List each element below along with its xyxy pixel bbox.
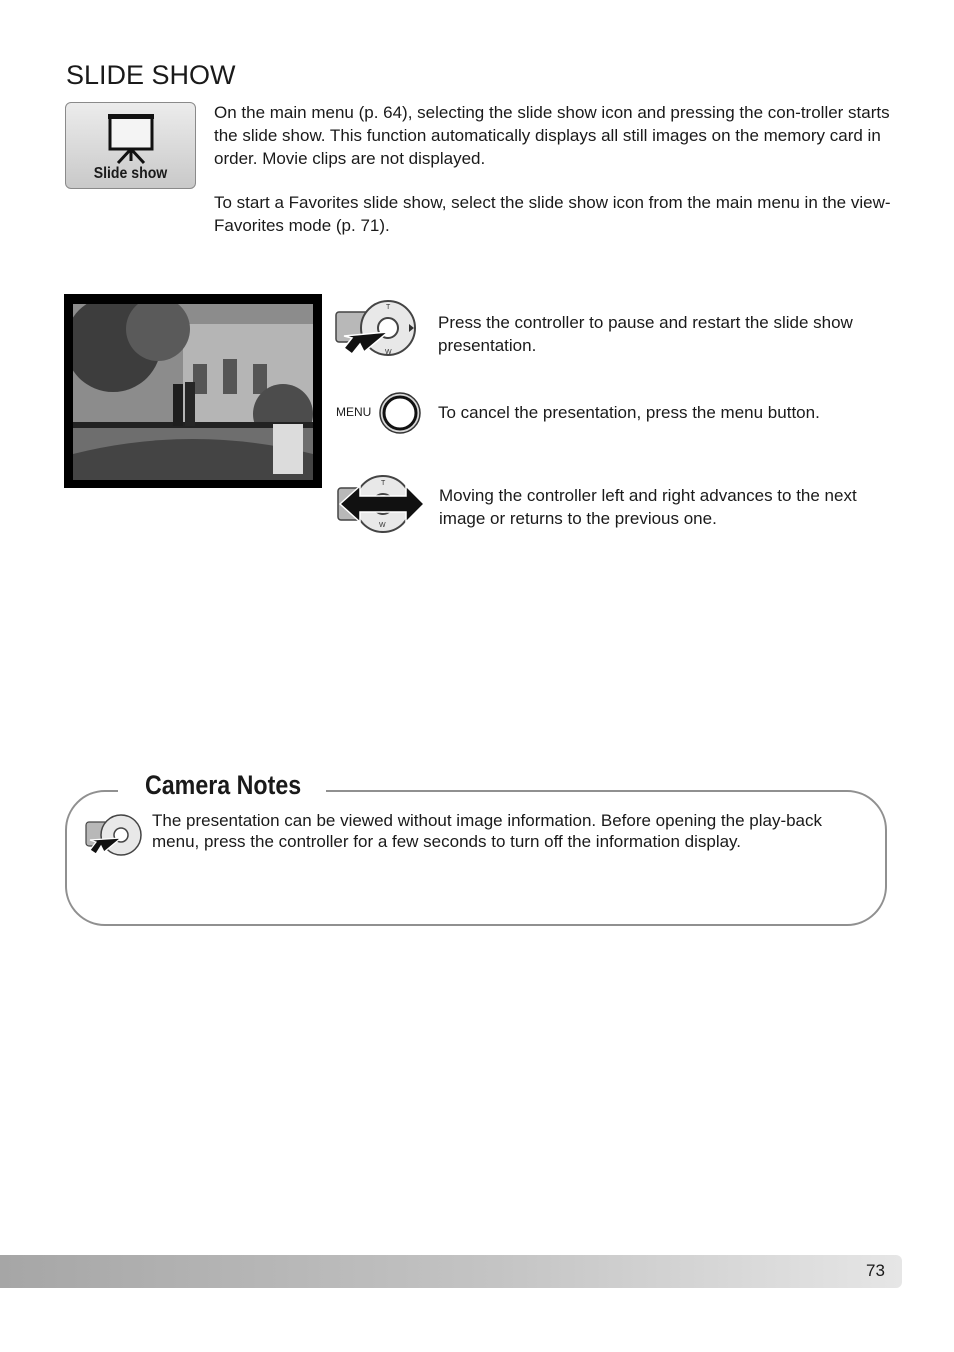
svg-text:T: T: [386, 304, 391, 311]
footer-bar: [0, 1255, 902, 1288]
step-1-text: Press the controller to pause and restart the slide show presentation.: [438, 313, 853, 355]
step-3-controller-icon: [336, 472, 426, 541]
page-number: 73: [866, 1261, 885, 1280]
slide-show-photo: [64, 294, 322, 488]
svg-text:T: T: [381, 480, 386, 487]
controller-press-icon: [84, 812, 144, 858]
step-2-menu-button[interactable]: [378, 391, 422, 440]
intro-paragraph-1: On the main menu (p. 64), selecting the slide show icon and pressing the con-troller starts the slide show. This function automatically displays all still images on the memory card in order. Movie clips are not displayed.: [214, 103, 890, 168]
svg-text:W: W: [379, 522, 386, 529]
controller-press-icon: [334, 298, 418, 360]
step-3-text: Moving the controller left and right advances to the next image or returns to the previous one.: [439, 486, 857, 528]
slide-show-label: Slide show: [93, 165, 168, 182]
intro-paragraph-2: To start a Favorites slide show, select the slide show icon from the main menu in the view-Favorites mode (p. 71).: [214, 193, 891, 235]
camera-notes-title: Camera Notes: [145, 770, 302, 800]
slide-show-menu-icon[interactable]: [65, 102, 196, 189]
svg-text:W: W: [385, 349, 392, 356]
menu-button-icon: [378, 391, 422, 435]
menu-button-label: MENU: [336, 405, 372, 419]
step-1-controller-icon: [334, 298, 418, 365]
camera-notes-controller-icon: [84, 812, 144, 863]
step-2-text: To cancel the presentation, press the menu button.: [438, 403, 820, 422]
slide-show-easel-icon: [106, 111, 158, 165]
controller-left-right-icon: [336, 472, 426, 536]
camera-notes-text: The presentation can be viewed without image information. Before opening the play-back menu, press the controller for a few seconds to turn off the information display.: [152, 811, 823, 851]
page-title: SLIDE SHOW: [66, 60, 236, 90]
